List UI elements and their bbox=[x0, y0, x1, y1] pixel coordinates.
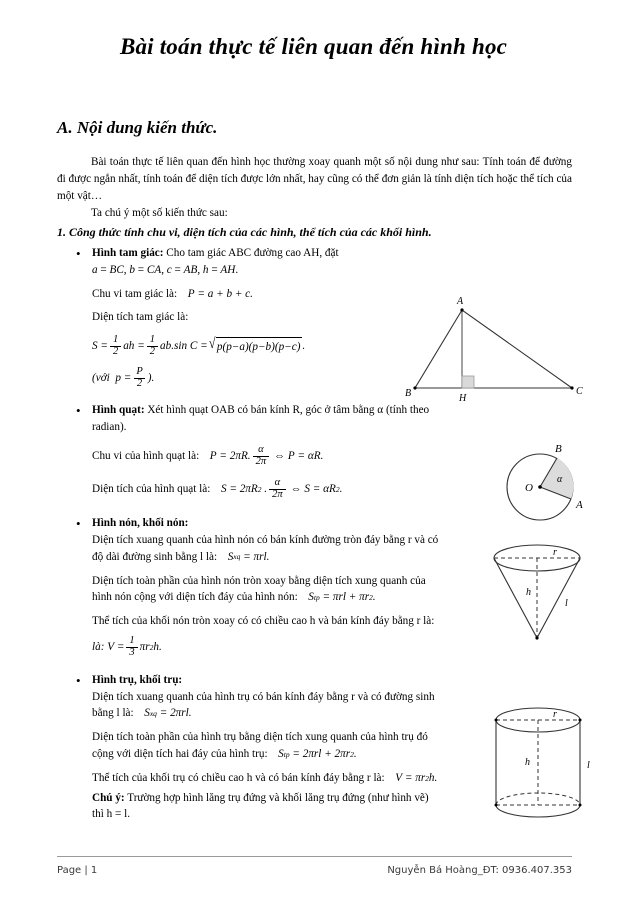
figure-cylinder bbox=[487, 700, 605, 830]
footer-author: Nguyễn Bá Hoàng_ĐT: 0936.407.353 bbox=[387, 865, 572, 876]
label-c: C bbox=[576, 386, 583, 397]
page-title: Bài toán thực tế liên quan đến hình học bbox=[119, 34, 508, 59]
cone-volume-formula: là: V = $\frac{1}{3}$ πr 2 h. bbox=[92, 634, 162, 658]
triangle-perimeter-label: Chu vi tam giác là: bbox=[92, 287, 178, 300]
vertex-c-dot bbox=[570, 386, 573, 389]
label-h-foot: H bbox=[459, 393, 467, 402]
triangle-area-formula: S = $\frac{1}{2}$ ah = $\frac{1}{2}$ ab.sin C = √ p(p−a)(p−b)(p−c) . bbox=[92, 334, 306, 358]
cone-lateral-line: Diện tích xuang quanh của hình nón có bán kính đường tròn đáy bằng r và có độ dài đường sinh bằng l là: S xq = πrl. bbox=[92, 533, 439, 563]
center-dot bbox=[538, 485, 542, 489]
cone-total-line: Diện tích toàn phần của hình nón tròn xoay bằng diện tích xung quanh của hình nón cộng với diện tích đáy của hình nón: S tp = πrl + πr 2 . bbox=[92, 574, 426, 604]
figure-triangle bbox=[405, 292, 590, 407]
triangle-label: Hình tam giác: bbox=[92, 247, 164, 260]
cone-volume-text: Thể tích của khối nón tròn xoay có có chiều cao h và bán kính đáy bằng r là: bbox=[92, 615, 435, 628]
cylinder-dot-br bbox=[579, 804, 582, 807]
sector-perimeter-line: Chu vi của hình quạt là: P = 2πR. $\frac{\alpha}{2\pi}$ ⇔ P = αR. bbox=[92, 444, 324, 468]
section-heading-a: A. Nội dung kiến thức. bbox=[57, 118, 218, 137]
page-footer bbox=[57, 865, 572, 876]
label-l: l bbox=[587, 760, 590, 771]
label-alpha: α bbox=[557, 474, 563, 485]
right-angle-marker-icon bbox=[462, 376, 474, 388]
cylinder-note-text: Trường hợp hình lăng trụ đứng và khối lăng trụ đứng (như hình vẽ) thì h = l. bbox=[92, 791, 429, 821]
cone-lateral-text: Diện tích xuang quanh của hình nón có bán kính đường tròn đáy bằng r và có độ dài đường sinh bằng l là: bbox=[92, 533, 439, 563]
bullet-icon: • bbox=[76, 246, 81, 262]
bullet-icon: • bbox=[76, 516, 81, 532]
sector-perimeter-label: Chu vi của hình quạt là: bbox=[92, 450, 200, 463]
bullet-icon: • bbox=[76, 402, 81, 418]
triangle-intro: Cho tam giác ABC đường cao AH, đặt bbox=[166, 247, 339, 260]
intro-paragraph: Bài toán thực tế liên quan đến hình học thường xoay quanh một số nội dung như sau: Tính toán để đường đi được ngắn nhất, tính toán để diện tích được lớn nhất, hay cũng có thể đơn giản là tính diện tích hoặc thể tích của một vật… bbox=[57, 156, 572, 203]
intro-block bbox=[0, 138, 627, 222]
label-a: A bbox=[457, 296, 464, 307]
intro-note: Ta chú ý một số kiến thức sau: bbox=[91, 207, 228, 220]
triangle-perimeter-formula: P = a + b + c. bbox=[187, 287, 253, 300]
cone-right-edge bbox=[537, 558, 580, 638]
triangle-intro-line bbox=[92, 245, 617, 262]
cylinder-note-label: Chú ý: bbox=[92, 791, 125, 804]
cylinder-svg bbox=[487, 700, 605, 825]
label-b: B bbox=[405, 388, 412, 399]
cylinder-dot-tl bbox=[495, 719, 498, 722]
cylinder-volume-text: Thể tích của khối trụ có chiều cao h và có bán kính đáy bằng r là: bbox=[92, 771, 385, 784]
figure-circle-sector bbox=[492, 432, 602, 542]
cylinder-dot-tr bbox=[579, 719, 582, 722]
vertex-b-dot bbox=[413, 386, 416, 389]
bullet-icon: • bbox=[76, 672, 81, 688]
cone-label: Hình nón, khối nón: bbox=[92, 517, 189, 530]
vertex-a-dot bbox=[460, 308, 463, 311]
footer-page-label: Page | 1 bbox=[57, 865, 98, 876]
cone-total-text: Diện tích toàn phần của hình nón tròn xoay bằng diện tích xung quanh của hình nón cộng với diện tích đáy của hình nón: bbox=[92, 574, 426, 604]
cone-svg bbox=[487, 538, 602, 648]
cylinder-total-line: Diện tích toàn phần của hình trụ bằng diện tích xung quanh của hình trụ đó cộng với diện tích hai đáy của hình trụ: S tp = 2πrl + 2πr 2 . bbox=[92, 731, 428, 760]
label-h: h bbox=[525, 757, 530, 768]
subsection-1-heading: 1. Công thức tính chu vi, diện tích của các hình, thể tích của các khối hình. bbox=[57, 225, 432, 240]
figure-cone bbox=[487, 538, 602, 653]
label-l: l bbox=[565, 598, 568, 609]
cylinder-lateral-text: Diện tích xuang quanh của hình trụ có bán kính đáy bằng r và có đường sinh bằng l là: bbox=[92, 690, 435, 720]
cylinder-label: Hình trụ, khối trụ: bbox=[92, 673, 183, 686]
sector-intro: Xét hình quạt OAB có bán kính R, góc ở tâm bằng α (tính theo radian). bbox=[92, 403, 430, 433]
label-a: A bbox=[576, 499, 583, 511]
footer-divider bbox=[57, 856, 572, 857]
label-o: O bbox=[525, 482, 533, 494]
label-h: h bbox=[526, 587, 531, 598]
label-r: r bbox=[553, 547, 557, 558]
triangle-svg bbox=[405, 292, 590, 402]
sector-label: Hình quạt: bbox=[92, 403, 145, 416]
cone-left-edge bbox=[494, 558, 537, 638]
cylinder-dot-bl bbox=[495, 804, 498, 807]
cone-apex-dot bbox=[535, 636, 538, 639]
label-r: r bbox=[553, 709, 557, 720]
triangle-area-label: Diện tích tam giác là: bbox=[92, 311, 189, 324]
triangle-area-note: (với p = $\frac{P}{2}$ ). bbox=[92, 366, 155, 389]
cylinder-volume-line: Thể tích của khối trụ có chiều cao h và có bán kính đáy bằng r là: V = πr 2 h. bbox=[92, 771, 438, 784]
sector-area-label: Diện tích của hình quạt là: bbox=[92, 483, 211, 496]
triangle-assignments: a = BC, b = CA, c = AB, h = AH. bbox=[92, 263, 239, 276]
circle-sector-svg bbox=[492, 432, 602, 537]
cylinder-lateral-line: Diện tích xuang quanh của hình trụ có bán kính đáy bằng r và có đường sinh bằng l là: S xq = 2πrl. bbox=[92, 690, 435, 720]
sector-area-line: Diện tích của hình quạt là: S = 2πR 2 . $\frac{\alpha}{2\pi}$ ⇔ S = αR 2 . bbox=[92, 477, 343, 501]
cylinder-total-text: Diện tích toàn phần của hình trụ bằng diện tích xung quanh của hình trụ đó cộng với diện tích hai đáy của hình trụ: bbox=[92, 731, 428, 760]
label-b: B bbox=[555, 443, 562, 455]
triangle-outline bbox=[415, 310, 572, 388]
